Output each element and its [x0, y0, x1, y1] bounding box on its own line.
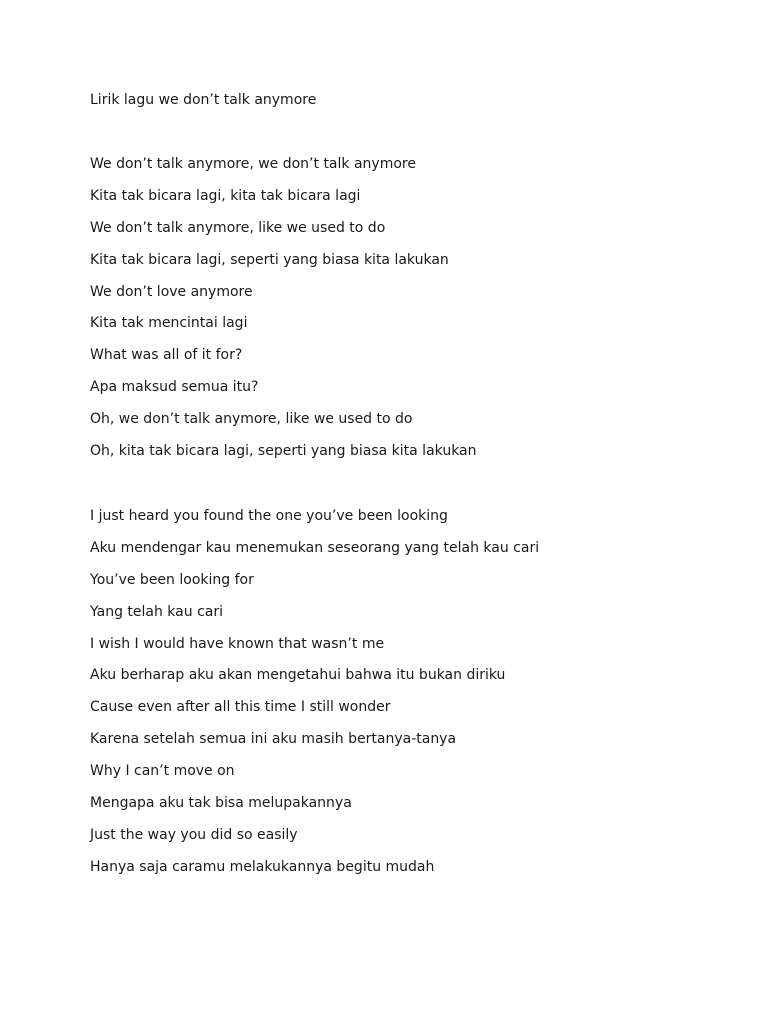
lyric-line: Oh, we don’t talk anymore, like we used to do [90, 411, 413, 428]
lyric-line: I wish I would have known that wasn’t me [90, 635, 385, 652]
lyric-line: Kita tak bicara lagi, seperti yang biasa kita lakukan [90, 251, 449, 268]
lyric-line: Oh, kita tak bicara lagi, seperti yang biasa kita lakukan [90, 443, 477, 460]
lyric-line: What was all of it for? [90, 347, 243, 364]
page-title: Lirik lagu we don’t talk anymore [90, 92, 317, 108]
lyric-line: We don’t talk anymore, we don’t talk anymore [90, 156, 416, 172]
lyric-line: Just the way you did so easily [90, 826, 298, 843]
lyric-line: Kita tak bicara lagi, kita tak bicara lagi [90, 187, 361, 204]
lyric-line: You’ve been looking for [90, 571, 254, 588]
lyric-line: We don’t love anymore [90, 283, 253, 300]
stanza [90, 507, 539, 890]
lyric-line: Kita tak mencintai lagi [90, 315, 248, 332]
lyric-line: Aku berharap aku akan mengetahui bahwa itu bukan diriku [90, 667, 506, 684]
lyric-line: Aku mendengar kau menemukan seseorang yang telah kau cari [90, 539, 540, 556]
lyric-line: Why I can’t move on [90, 763, 235, 780]
lyric-line: Karena setelah semua ini aku masih bertanya-tanya [90, 731, 457, 748]
stanza [90, 155, 477, 474]
lyric-line: Apa maksud semua itu? [90, 379, 259, 396]
lyric-line: Cause even after all this time I still wonder [90, 699, 391, 716]
lyric-line: Mengapa aku tak bisa melupakannya [90, 795, 352, 812]
lyric-line: We don’t talk anymore, like we used to do [90, 219, 386, 236]
lyric-line: I just heard you found the one you’ve been looking [90, 508, 448, 524]
lyric-line: Hanya saja caramu melakukannya begitu mudah [90, 858, 435, 875]
lyric-line: Yang telah kau cari [90, 603, 223, 620]
